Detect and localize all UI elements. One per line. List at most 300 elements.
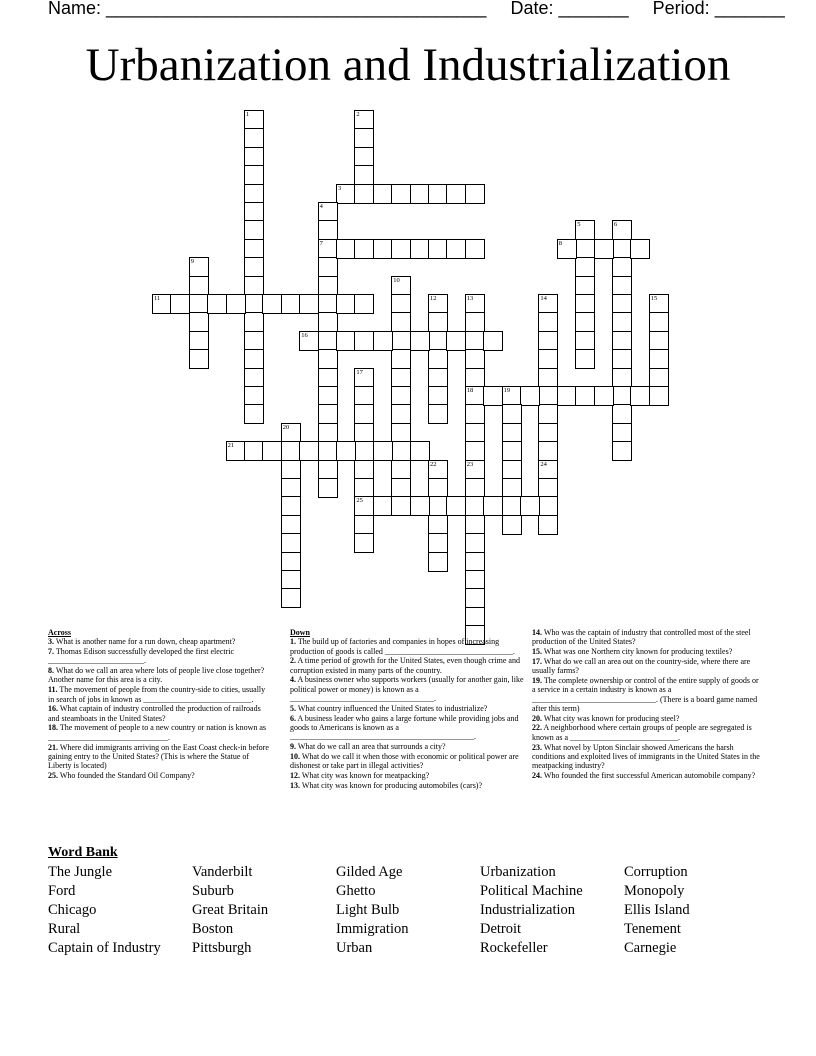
clue-text: Who founded the Standard Oil Company? <box>58 770 195 780</box>
crossword-cell[interactable] <box>465 331 485 351</box>
crossword-cell[interactable] <box>428 478 448 498</box>
crossword-cell[interactable] <box>336 331 356 351</box>
crossword-cell[interactable] <box>428 460 448 480</box>
crossword-cell[interactable] <box>354 404 374 424</box>
crossword-cell[interactable] <box>575 386 595 406</box>
clue <box>532 714 760 723</box>
clue-number: 13 <box>466 295 474 302</box>
crossword-cell[interactable] <box>428 239 448 259</box>
crossword-cell[interactable] <box>630 239 650 259</box>
crossword-cell[interactable] <box>465 588 485 608</box>
crossword-cell[interactable] <box>281 552 301 572</box>
crossword-cell[interactable] <box>318 441 338 461</box>
clue <box>48 647 270 666</box>
crossword-cell[interactable] <box>281 441 301 461</box>
crossword-cell[interactable] <box>649 386 669 406</box>
word-bank-entry: Chicago <box>48 902 97 918</box>
date-field[interactable]: _______ <box>558 0 629 18</box>
crossword-cell[interactable] <box>428 552 448 572</box>
crossword-cell[interactable] <box>446 184 466 204</box>
crossword-cell[interactable] <box>649 294 669 314</box>
crossword-cell[interactable] <box>318 478 338 498</box>
crossword-cell[interactable] <box>465 570 485 590</box>
clue <box>290 771 526 780</box>
crossword-cell[interactable] <box>649 331 669 351</box>
crossword-cell[interactable] <box>575 257 595 277</box>
word-bank-entry: Light Bulb <box>336 902 400 918</box>
crossword-cell[interactable] <box>318 276 338 296</box>
crossword-cell[interactable] <box>373 239 393 259</box>
crossword-cell[interactable] <box>189 312 209 332</box>
clue-number: 6 <box>614 221 618 229</box>
crossword-cell[interactable] <box>465 496 485 516</box>
clue-number: 7 <box>319 239 323 247</box>
crossword-cell[interactable] <box>244 220 264 240</box>
crossword-cell[interactable] <box>170 294 190 314</box>
crossword-cell[interactable] <box>391 423 411 443</box>
clue-text: Where did immigrants arriving on the East Coast check-in before gaining entry to the United States? (This is where the Statue of Liberty is located) <box>48 742 269 771</box>
crossword-cell[interactable] <box>575 294 595 314</box>
crossword-cell[interactable] <box>189 257 209 277</box>
crossword-cell[interactable] <box>354 165 374 185</box>
clue <box>48 637 270 646</box>
crossword-cell[interactable] <box>575 239 595 259</box>
crossword-cell[interactable] <box>226 441 246 461</box>
crossword-cell[interactable] <box>538 515 558 535</box>
crossword-cell[interactable] <box>244 257 264 277</box>
clue-number: 23 <box>466 460 474 468</box>
crossword-cell[interactable] <box>612 441 632 461</box>
crossword-cell[interactable] <box>538 368 558 388</box>
crossword-cell[interactable] <box>318 202 338 222</box>
crossword-cell[interactable] <box>244 165 264 185</box>
word-bank-entry: Immigration <box>336 921 409 937</box>
word-bank-entry: Political Machine <box>480 883 583 899</box>
crossword-cell[interactable] <box>410 496 430 516</box>
crossword-cell[interactable] <box>281 460 301 480</box>
crossword-cell[interactable] <box>630 386 650 406</box>
crossword-cell[interactable] <box>354 478 374 498</box>
crossword-cell[interactable] <box>557 239 577 259</box>
clue-text: The movement of people to a new country or nation is known as ______________________________. <box>48 723 267 742</box>
crossword-cell[interactable] <box>446 496 466 516</box>
crossword-cell[interactable] <box>483 496 503 516</box>
crossword-cell[interactable] <box>465 184 485 204</box>
crossword-cell[interactable] <box>354 441 374 461</box>
crossword-cell[interactable] <box>483 331 503 351</box>
crossword-cell[interactable] <box>354 423 374 443</box>
clue <box>290 742 526 751</box>
clue-number-label: 14. <box>532 628 542 637</box>
word-bank-entry: Rockefeller <box>480 940 548 956</box>
clue <box>290 781 526 790</box>
crossword-cell[interactable] <box>428 386 448 406</box>
crossword-cell[interactable] <box>428 533 448 553</box>
clue-number-label: 20. <box>532 713 542 723</box>
crossword-cell[interactable] <box>538 404 558 424</box>
clue-number: 8 <box>558 239 563 247</box>
crossword-cell[interactable] <box>318 257 338 277</box>
crossword-cell[interactable] <box>318 404 338 424</box>
crossword-cell[interactable] <box>612 220 632 240</box>
crossword-cell[interactable] <box>299 441 319 461</box>
crossword-cell[interactable] <box>354 533 374 553</box>
crossword-cell[interactable] <box>391 239 411 259</box>
crossword-cell[interactable] <box>189 294 209 314</box>
crossword-cell[interactable] <box>612 368 632 388</box>
word-bank-entry: Monopoly <box>624 883 685 899</box>
crossword-cell[interactable] <box>391 294 411 314</box>
crossword-cell[interactable] <box>354 294 374 314</box>
clue <box>48 723 270 742</box>
crossword-cell[interactable] <box>318 239 338 259</box>
crossword-cell[interactable] <box>244 147 264 167</box>
clue-number-label: 9. <box>290 742 296 752</box>
crossword-cell[interactable] <box>391 368 411 388</box>
crossword-cell[interactable] <box>318 331 338 351</box>
crossword-cell[interactable] <box>244 110 264 130</box>
crossword-cell[interactable] <box>502 404 522 424</box>
crossword-cell[interactable] <box>538 349 558 369</box>
crossword-cell[interactable] <box>465 239 485 259</box>
crossword-cell[interactable] <box>244 239 264 259</box>
crossword-cell[interactable] <box>502 496 522 516</box>
clue-text: The complete ownership or control of the entire supply of goods or a service in a certain industry is known as a _______________________________. (There is a board game named after this term) <box>532 675 759 713</box>
down-heading: Down <box>290 628 311 637</box>
clue-text: A business owner who supports workers (usually for another gain, like political power or money) is known as a ____________________________________. <box>290 675 524 704</box>
crossword-cell[interactable] <box>244 404 264 424</box>
clue-text: A neighborhood where certain groups of people are segregated is known as a ___________________________. <box>532 723 752 742</box>
crossword-cell[interactable] <box>391 460 411 480</box>
clue-number-label: 16. <box>48 704 58 714</box>
clue-number: 12 <box>430 295 437 302</box>
crossword-cell[interactable] <box>354 460 374 480</box>
crossword-cell[interactable] <box>465 294 485 314</box>
clue-number-label: 22. <box>532 723 542 733</box>
crossword-cell[interactable] <box>594 386 614 406</box>
down-clues <box>290 628 526 791</box>
name-field[interactable]: ______________________________________ <box>106 0 487 18</box>
crossword-cell[interactable] <box>538 496 558 516</box>
crossword-cell[interactable] <box>152 294 172 314</box>
crossword-cell[interactable] <box>281 533 301 553</box>
crossword-cell[interactable] <box>649 368 669 388</box>
crossword-cell[interactable] <box>502 441 522 461</box>
crossword-cell[interactable] <box>189 349 209 369</box>
crossword-cell[interactable] <box>502 515 522 535</box>
period-field[interactable]: _______ <box>714 0 785 18</box>
crossword-cell[interactable] <box>649 312 669 332</box>
word-bank-entry: Vanderbilt <box>192 864 253 880</box>
crossword-cell[interactable] <box>612 294 632 314</box>
crossword-cell[interactable] <box>244 312 264 332</box>
crossword-cell[interactable] <box>336 239 356 259</box>
clue-text: A time period of growth for the United States, even though crime and corruption existed in many parts of the country. <box>290 656 520 675</box>
crossword-cell[interactable] <box>575 349 595 369</box>
crossword-cell[interactable] <box>262 441 282 461</box>
crossword-cell[interactable] <box>244 276 264 296</box>
crossword-cell[interactable] <box>226 294 246 314</box>
crossword-cell[interactable] <box>244 331 264 351</box>
crossword-cell[interactable] <box>281 496 301 516</box>
word-bank-entry: Suburb <box>192 883 234 899</box>
crossword-cell[interactable] <box>354 496 374 516</box>
crossword-cell[interactable] <box>612 312 632 332</box>
crossword-cell[interactable] <box>612 349 632 369</box>
clue-number: 1 <box>246 111 250 118</box>
crossword-cell[interactable] <box>244 368 264 388</box>
crossword-cell[interactable] <box>244 294 264 314</box>
crossword-cell[interactable] <box>575 312 595 332</box>
clue-number: 5 <box>577 221 581 229</box>
crossword-cell[interactable] <box>612 257 632 277</box>
crossword-cell[interactable] <box>465 312 485 332</box>
crossword-cell[interactable] <box>318 423 338 443</box>
crossword-cell[interactable] <box>612 331 632 351</box>
clue <box>48 743 270 771</box>
crossword-cell[interactable] <box>299 294 319 314</box>
crossword-cell[interactable] <box>318 312 338 332</box>
crossword-cell[interactable] <box>538 460 558 480</box>
crossword-cell[interactable] <box>244 184 264 204</box>
crossword-cell[interactable] <box>354 368 374 388</box>
clue <box>290 704 526 713</box>
clue <box>532 743 760 771</box>
across-clues <box>48 628 270 781</box>
crossword-cell[interactable] <box>281 294 301 314</box>
crossword-cell[interactable] <box>612 239 632 259</box>
clue-number: 18 <box>466 387 474 394</box>
crossword-cell[interactable] <box>373 184 393 204</box>
crossword-cell[interactable] <box>318 294 338 314</box>
crossword-cell[interactable] <box>428 331 448 351</box>
crossword-cell[interactable] <box>318 386 338 406</box>
crossword-cell[interactable] <box>612 423 632 443</box>
crossword-cell[interactable] <box>244 386 264 406</box>
crossword-cell[interactable] <box>465 515 485 535</box>
crossword-cell[interactable] <box>391 349 411 369</box>
clue-text: Thomas Edison successfully developed the first electric ________________________. <box>48 647 235 666</box>
clue <box>532 657 760 676</box>
word-bank-entry: Urbanization <box>480 864 556 880</box>
crossword-cell[interactable] <box>281 588 301 608</box>
clue-number: 10 <box>393 276 400 284</box>
word-bank-entry: Industrialization <box>480 902 576 918</box>
crossword-cell[interactable] <box>336 441 356 461</box>
crossword-cell[interactable] <box>189 331 209 351</box>
crossword-cell[interactable] <box>354 515 374 535</box>
crossword-cell[interactable] <box>446 331 466 351</box>
crossword-cell[interactable] <box>391 496 411 516</box>
clue-number-label: 5. <box>290 703 296 713</box>
crossword-cell[interactable] <box>391 478 411 498</box>
clue-number: 20 <box>282 423 290 431</box>
word-bank-entry: Captain of Industry <box>48 940 161 956</box>
crossword-cell[interactable] <box>391 184 411 204</box>
clue <box>532 676 760 713</box>
crossword-cell[interactable] <box>281 423 301 443</box>
crossword-cell[interactable] <box>538 294 558 314</box>
crossword-cell[interactable] <box>391 404 411 424</box>
crossword-cell[interactable] <box>538 386 558 406</box>
crossword-cell[interactable] <box>538 423 558 443</box>
crossword-cell[interactable] <box>354 147 374 167</box>
crossword-cell[interactable] <box>373 331 393 351</box>
crossword-cell[interactable] <box>281 515 301 535</box>
word-bank-entry: Detroit <box>480 921 522 937</box>
clue-number: 22 <box>430 460 437 468</box>
clue-number-label: 17. <box>532 656 542 666</box>
crossword-cell[interactable] <box>465 460 485 480</box>
crossword-cell[interactable] <box>575 331 595 351</box>
clue-number-label: 7. <box>48 647 54 657</box>
crossword-cell[interactable] <box>281 570 301 590</box>
clue-number: 9 <box>190 258 195 266</box>
word-bank-entry: Corruption <box>624 864 688 880</box>
crossword-cell[interactable] <box>446 239 466 259</box>
crossword-cell[interactable] <box>428 294 448 314</box>
word-bank-title: Word Bank <box>48 845 118 860</box>
crossword-cell[interactable] <box>428 184 448 204</box>
crossword-cell[interactable] <box>391 386 411 406</box>
clue <box>290 656 526 675</box>
clue-text: The build up of factories and companies in hopes of increasing production of goods is called ________________________________. <box>290 637 515 656</box>
clue <box>48 771 270 780</box>
crossword-cell[interactable] <box>612 276 632 296</box>
crossword-cell[interactable] <box>244 202 264 222</box>
crossword-cell[interactable] <box>354 110 374 130</box>
crossword-cell[interactable] <box>594 239 614 259</box>
clue <box>48 704 270 723</box>
crossword-cell[interactable] <box>538 312 558 332</box>
word-bank-entry: Gilded Age <box>336 864 403 880</box>
clue <box>48 685 270 704</box>
crossword-cell[interactable] <box>336 184 356 204</box>
crossword-cell[interactable] <box>428 349 448 369</box>
crossword-cell[interactable] <box>538 441 558 461</box>
crossword-cell[interactable] <box>244 349 264 369</box>
clue <box>532 628 760 647</box>
crossword-cell[interactable] <box>391 331 411 351</box>
crossword-cell[interactable] <box>465 349 485 369</box>
crossword-cell[interactable] <box>538 331 558 351</box>
crossword-cell[interactable] <box>465 478 485 498</box>
clue-text: What do we call an area out on the country-side, where there are usually farms? <box>532 656 751 676</box>
crossword-cell[interactable] <box>410 331 430 351</box>
crossword-cell[interactable] <box>465 607 485 627</box>
date-label: Date: <box>510 0 554 18</box>
clue <box>290 752 526 771</box>
clue-number: 21 <box>227 442 235 450</box>
crossword-cell[interactable] <box>428 496 448 516</box>
crossword-cell[interactable] <box>207 294 227 314</box>
word-bank-entry: Tenement <box>624 921 681 937</box>
crossword-cell[interactable] <box>502 478 522 498</box>
crossword-cell[interactable] <box>465 423 485 443</box>
crossword-cell[interactable] <box>391 441 411 461</box>
word-bank-entry: Ellis Island <box>624 902 690 918</box>
clue-number: 25 <box>356 497 363 505</box>
crossword-cell[interactable] <box>483 386 503 406</box>
crossword-cell[interactable] <box>428 312 448 332</box>
clue <box>532 647 760 656</box>
crossword-cell[interactable] <box>428 368 448 388</box>
crossword-cell[interactable] <box>428 515 448 535</box>
clue-number-label: 3. <box>48 637 54 647</box>
crossword-cell[interactable] <box>354 239 374 259</box>
crossword-cell[interactable] <box>354 184 374 204</box>
clue <box>48 666 270 685</box>
crossword-cell[interactable] <box>612 386 632 406</box>
clue-text: What do we call it when those with economic or political power are dishonest or take part in illegal activities? <box>290 751 519 771</box>
clue-text: Who was the captain of industry that controlled most of the steel production of the United States? <box>532 628 751 647</box>
crossword-cell[interactable] <box>391 312 411 332</box>
crossword-cell[interactable] <box>336 294 356 314</box>
crossword-cell[interactable] <box>428 404 448 424</box>
crossword-cell[interactable] <box>299 331 319 351</box>
clue-number-label: 18. <box>48 723 58 733</box>
crossword-cell[interactable] <box>649 349 669 369</box>
crossword-cell[interactable] <box>410 239 430 259</box>
crossword-cell[interactable] <box>318 460 338 480</box>
clue-text: What do we call an area where lots of people live close together? Another name for this area is a city. <box>48 666 265 685</box>
crossword-cell[interactable] <box>538 478 558 498</box>
crossword-cell[interactable] <box>354 386 374 406</box>
crossword-cell[interactable] <box>354 331 374 351</box>
crossword-cell[interactable] <box>244 441 264 461</box>
crossword-cell[interactable] <box>502 386 522 406</box>
crossword-cell[interactable] <box>575 220 595 240</box>
crossword-cell[interactable] <box>612 404 632 424</box>
clue-text: What novel by Upton Sinclair showed Americans the harsh conditions and exploited lives of immigrants in the United States in the meatpacking industry? <box>532 742 760 771</box>
crossword-cell[interactable] <box>465 386 485 406</box>
clue-text: A business leader who gains a large fortune while providing jobs and goods to Americans is known as a ______________________________________________. <box>290 713 519 742</box>
crossword-cell[interactable] <box>373 496 393 516</box>
crossword-cell[interactable] <box>281 478 301 498</box>
clue-number-label: 25. <box>48 770 58 780</box>
crossword-cell[interactable] <box>410 441 430 461</box>
crossword-cell[interactable] <box>465 533 485 553</box>
crossword-cell[interactable] <box>410 184 430 204</box>
crossword-cell[interactable] <box>318 368 338 388</box>
crossword-cell[interactable] <box>502 460 522 480</box>
period-label: Period: <box>652 0 710 18</box>
clue <box>532 771 760 780</box>
crossword-cell[interactable] <box>318 220 338 240</box>
clue-number: 2 <box>356 111 360 118</box>
crossword-cell[interactable] <box>189 276 209 296</box>
crossword-cell[interactable] <box>373 441 393 461</box>
crossword-cell[interactable] <box>502 423 522 443</box>
crossword-cell[interactable] <box>465 552 485 572</box>
crossword-cell[interactable] <box>465 404 485 424</box>
crossword-cell[interactable] <box>465 441 485 461</box>
crossword-cell[interactable] <box>318 349 338 369</box>
page-title: Urbanization and Industrialization <box>85 39 731 91</box>
crossword-cell[interactable] <box>354 128 374 148</box>
crossword-cell[interactable] <box>465 368 485 388</box>
crossword-cell[interactable] <box>520 386 540 406</box>
crossword-cell[interactable] <box>575 276 595 296</box>
crossword-cell[interactable] <box>520 496 540 516</box>
crossword-cell[interactable] <box>262 294 282 314</box>
clue-number: 11 <box>154 295 161 302</box>
clue-text: What do we call an area that surrounds a city? <box>296 742 446 752</box>
crossword-cell[interactable] <box>557 386 577 406</box>
crossword-cell[interactable] <box>244 128 264 148</box>
clue-number-label: 8. <box>48 666 54 676</box>
crossword-cell[interactable] <box>391 276 411 296</box>
